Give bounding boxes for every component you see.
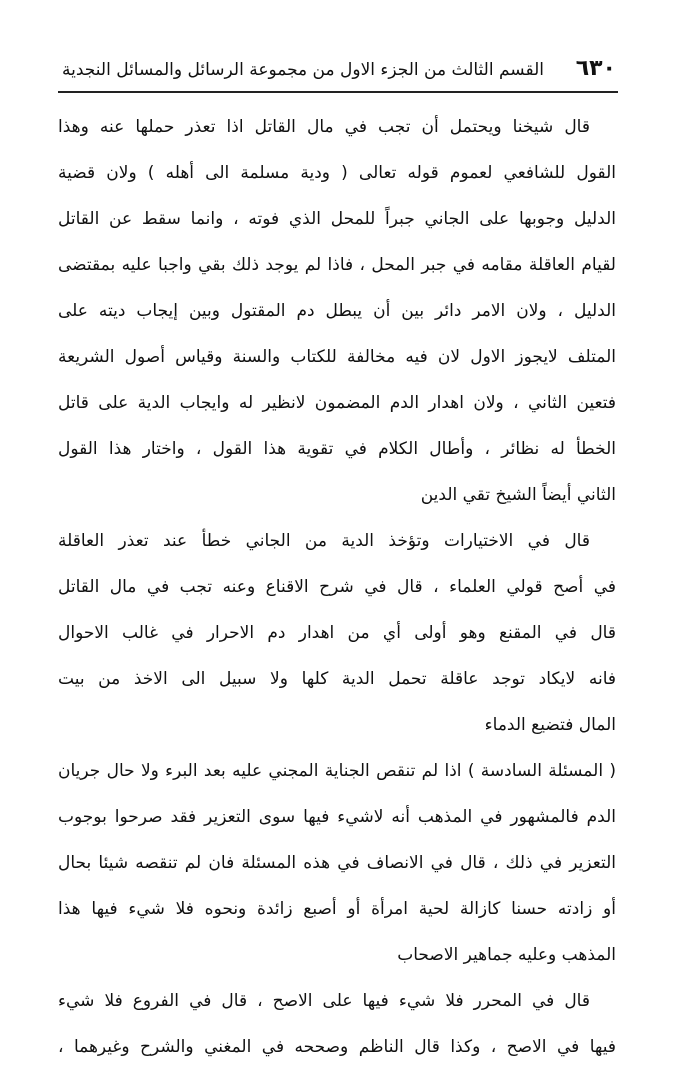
text-line: فيها في الاصح ، وكذا قال الناظم وصححه في المغني والشرح وغيرهما ، [58,1037,616,1057]
text-line: قال في المحرر فلا شيء فيها على الاصح ، قال في الفروع فلا شيء [58,991,590,1011]
text-line: قال في المقنع وهو أولى أي من اهدار دم الاحرار في غالب الاحوال [58,623,616,643]
text-line: ( المسئلة السادسة ) اذا لم تنقص الجناية المجني عليه بعد البرء ولا حال جريان [58,761,616,781]
text-line: فانه لايكاد توجد عاقلة تحمل الدية كلها ولا سبيل الى الاخذ من بيت [58,669,616,689]
page-number: ٦٣٠ [575,56,616,81]
text-line: الدليل وجوبها على الجاني جبراً للمحل الذي فوته ، وانما سقط عن القاتل [58,209,616,229]
text-line: المال فتضيع الدماء [484,715,616,735]
text-line: قال شيخنا ويحتمل أن تجب في مال القاتل اذا تعذر حملها عنه وهذا [58,117,590,137]
page-header [60,50,616,90]
text-line: المذهب وعليه جماهير الاصحاب [397,945,616,965]
body-text [58,104,616,1070]
text-line: الدليل ، ولان الامر دائر بين أن يبطل دم المقتول وبين إيجاب ديته على [58,301,616,321]
header-rule [58,91,618,93]
running-title: القسم الثالث من الجزء الاول من مجموعة الرسائل والمسائل النجدية [62,60,544,80]
text-line: القول للشافعي لعموم قوله تعالى ( ودية مسلمة الى أهله ) ولان قضية [58,163,616,183]
text-line: الخطأ له نظائر ، وأطال الكلام في تقوية هذا القول ، واختار هذا القول [58,439,616,459]
text-line: الثاني أيضاً الشيخ تقي الدين [420,485,616,505]
text-line: في أصح قولي العلماء ، قال في شرح الاقناع وعنه تجب في مال القاتل [58,577,616,597]
text-line: التعزير في ذلك ، قال في الانصاف في هذه المسئلة فان لم تنقصه شيئا بحال [58,853,616,873]
text-line: لقيام العاقلة مقامه في جبر المحل ، فاذا لم يوجد ذلك بقي واجبا عليه بمقتضى [58,255,616,275]
text-line: الدم فالمشهور في المذهب أنه لاشيء فيها سوى التعزير فقد صرحوا بوجوب [58,807,616,827]
text-line: أو زادته حسنا كازالة لحية امرأة أو أصبع زائدة ونحوه فلا شيء فيها هذا [58,899,616,919]
text-line: قال في الاختيارات وتؤخذ الدية من الجاني خطأ عند تعذر العاقلة [58,531,590,551]
text-line: المتلف لايجوز الاول لان فيه مخالفة للكتاب والسنة وقياس أصول الشريعة [58,347,616,367]
text-line: فتعين الثاني ، ولان اهدار الدم المضمون لانظير له وايجاب الدية على قاتل [58,393,616,413]
